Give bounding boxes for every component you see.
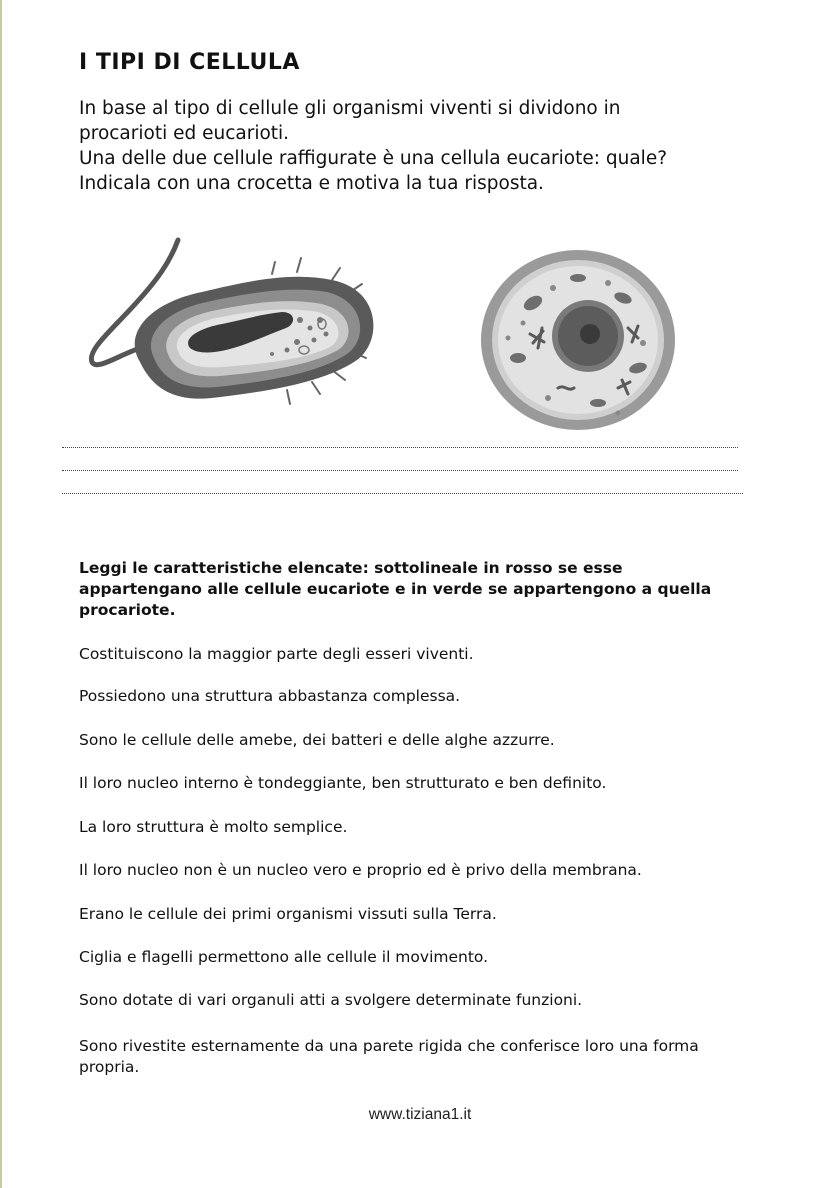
statement-item[interactable]: Ciglia e flagelli permettono alle cellule il movimento. (79, 948, 489, 966)
statement-item[interactable]: Sono dotate di vari organuli atti a svolgere determinate funzioni. (79, 991, 583, 1009)
statement-item[interactable]: La loro struttura è molto semplice. (79, 818, 348, 836)
statement-item[interactable]: Il loro nucleo interno è tondeggiante, ben strutturato e ben definito. (79, 774, 607, 792)
statement-item[interactable]: Costituiscono la maggior parte degli esseri viventi. (79, 645, 474, 663)
statement-item[interactable]: Sono rivestite esternamente da una parete rigida che conferisce loro una forma propria. (79, 1037, 699, 1076)
footer-url: www.tiziana1.it (368, 1106, 472, 1123)
statement-item[interactable]: Erano le cellule dei primi organismi vissuti sulla Terra. (79, 905, 497, 923)
intro-line: Indicala con una crocetta e motiva la tua risposta. (79, 173, 544, 194)
intro-line: In base al tipo di cellule gli organismi viventi si dividono in (79, 98, 621, 119)
answer-line[interactable] (62, 447, 738, 448)
page-border (0, 0, 2, 1188)
page-title: I TIPI DI CELLULA (79, 50, 300, 75)
eukaryotic-cell-illustration (478, 248, 678, 433)
prokaryotic-cell-illustration (82, 232, 392, 432)
intro-paragraph (79, 96, 759, 196)
intro-line: procarioti ed eucarioti. (79, 123, 290, 144)
answer-line[interactable] (62, 470, 738, 471)
statement-item[interactable]: Sono le cellule delle amebe, dei batteri e delle alghe azzurre. (79, 731, 555, 749)
instructions: Leggi le caratteristiche elencate: sottolineale in rosso se esse appartengano alle cellule eucariote e in verde se appartengono a quella procariote. (79, 559, 712, 619)
statement-item[interactable]: Possiedono una struttura abbastanza complessa. (79, 687, 461, 705)
statement-item[interactable]: Il loro nucleo non è un nucleo vero e proprio ed è privo della membrana. (79, 861, 642, 879)
answer-line[interactable] (62, 493, 743, 494)
intro-line: Una delle due cellule raffigurate è una cellula eucariote: quale? (79, 148, 668, 169)
